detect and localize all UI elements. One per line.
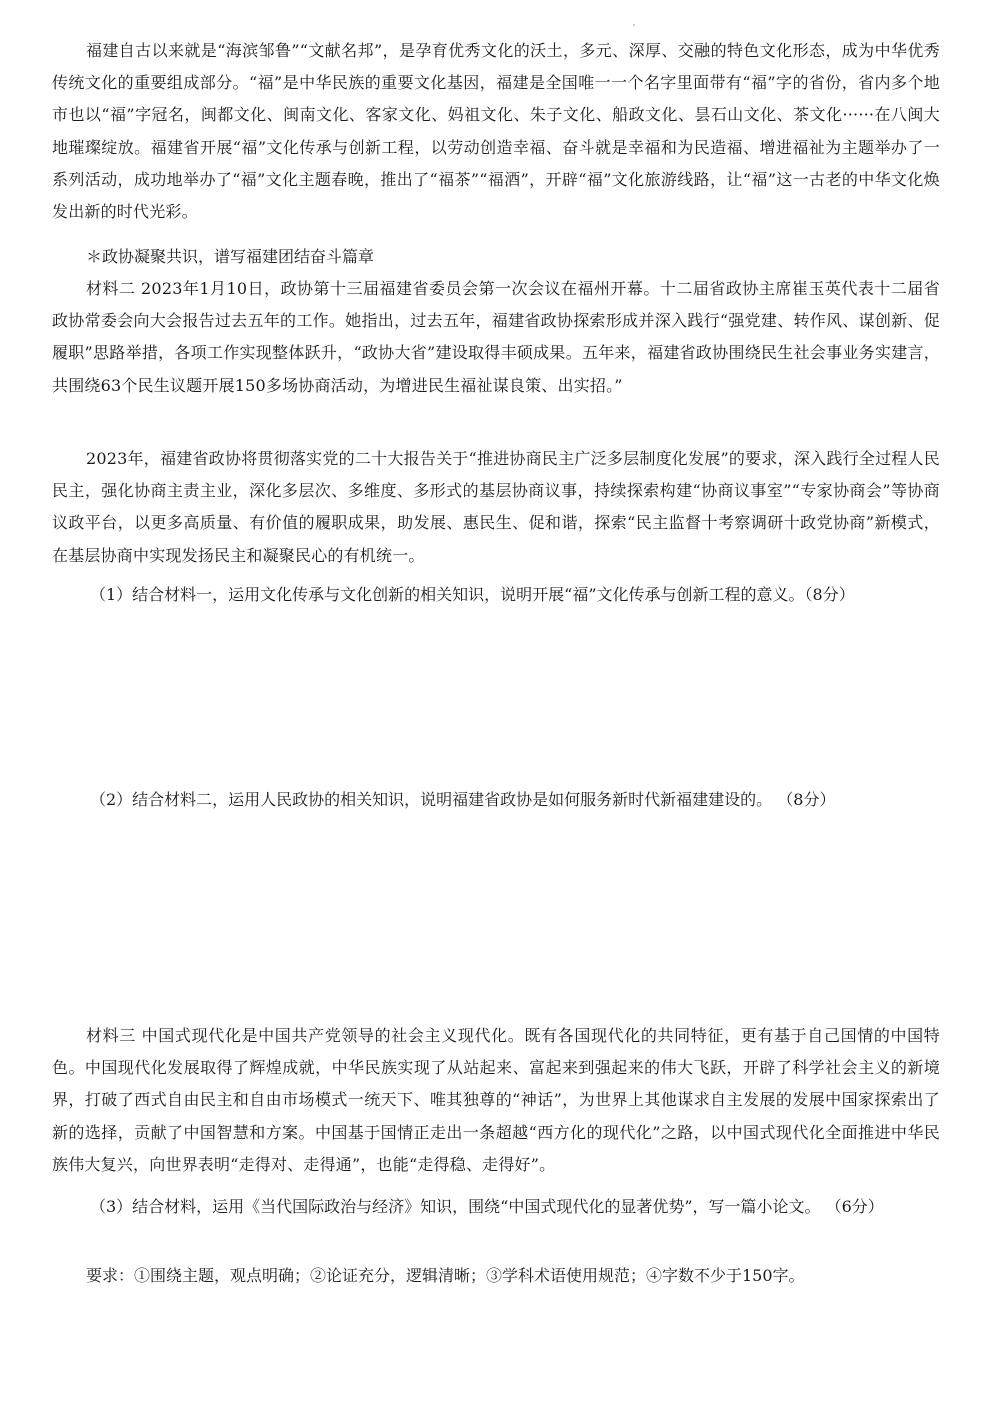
material-two-paragraph: 材料二 2023年1月10日，政协第十三届福建省委员会第一次会议在福州开幕。十二届省政协主席崔玉英代表十二届省政协常委会向大会报告过去五年的工作。她指出，过去五年，福建省政协探索形成并深入践行“强党建、转作风、谋创新、促履职”思路举措，各项工作实现整体跃升，“政协大省”建设取得丰硕成果。五年来，福建省政协围绕民生社会事业务实建言，共围绕63个民生议题开展150多场协商活动，为增进民生福祉谋良策、出实招。” — [52, 279, 940, 395]
question-1: （1）结合材料一，运用文化传承与文化创新的相关知识，说明开展“福”文化传承与创新工程的意义。（8分） — [90, 585, 855, 604]
material-one-paragraph: 福建自古以来就是“海滨邹鲁”“文献名邦”，是孕育优秀文化的沃土，多元、深厚、交融的特色文化形态，成为中华优秀传统文化的重要组成部分。“福”是中华民族的重要文化基因，福建是全国唯一一个名字里面带有“福”字的省份，省内多个地市也以“福”字冠名，闽都文化、闽南文化、客家文化、妈祖文化、朱子文化、船政文化、昙石山文化、茶文化······在八闽大地璀璨绽放。福建省开展“福”文化传承与创新工程，以劳动创造幸福、奋斗就是幸福和为民造福、增进福祉为主题举办了一系列活动，成功地举办了“福”文化主题春晚，推出了“福茶”“福酒”，开辟“福”文化旅游线路，让“福”这一古老的中华文化焕发出新的时代光彩。 — [52, 41, 940, 222]
scan-dot — [633, 24, 635, 26]
question-3: （3）结合材料，运用《当代国际政治与经济》知识，围绕“中国式现代化的显著优势”，写一篇小论文。 （6分） — [90, 1197, 884, 1216]
essay-requirements: 要求：①围绕主题，观点明确；②论证充分，逻辑清晰；③学科术语使用规范；④字数不少于150字。 — [86, 1266, 805, 1285]
material-two-continuation: 2023年，福建省政协将贯彻落实党的二十大报告关于“推进协商民主广泛多层制度化发展”的要求，深入践行全过程人民民主，强化协商主责主业，深化多层次、多维度、多形式的基层协商议事，持续探索构建“协商议事室”“专家协商会”等协商议政平台，以更多高质量、有价值的履职成果，助发展、惠民生、促和谐，探索“民主监督十考察调研十政党协商”新模式，在基层协商中实现发扬民主和凝聚民心的有机统一。 — [52, 449, 940, 565]
question-2: （2）结合材料二，运用人民政协的相关知识，说明福建省政协是如何服务新时代新福建建设的。 （8分） — [90, 790, 836, 809]
material-three-paragraph: 材料三 中国式现代化是中国共产党领导的社会主义现代化。既有各国现代化的共同特征，更有基于自己国情的中国特色。中国现代化发展取得了辉煌成就，中华民族实现了从站起来、富起来到强起来的伟大飞跃，开辟了科学社会主义的新境界，打破了西式自由民主和自由市场模式一统天下、唯其独尊的“神话”，为世界上其他谋求自主发展的发展中国家探索出了新的选择，贡献了中国智慧和方案。中国基于国情正走出一条超越“西方化的现代化”之路，以中国式现代化全面推进中华民族伟大复兴，向世界表明“走得对、走得通”，也能“走得稳、走得好”。 — [52, 1026, 940, 1174]
section-heading: ＊政协凝聚共识，谱写福建团结奋斗篇章 — [86, 247, 375, 266]
